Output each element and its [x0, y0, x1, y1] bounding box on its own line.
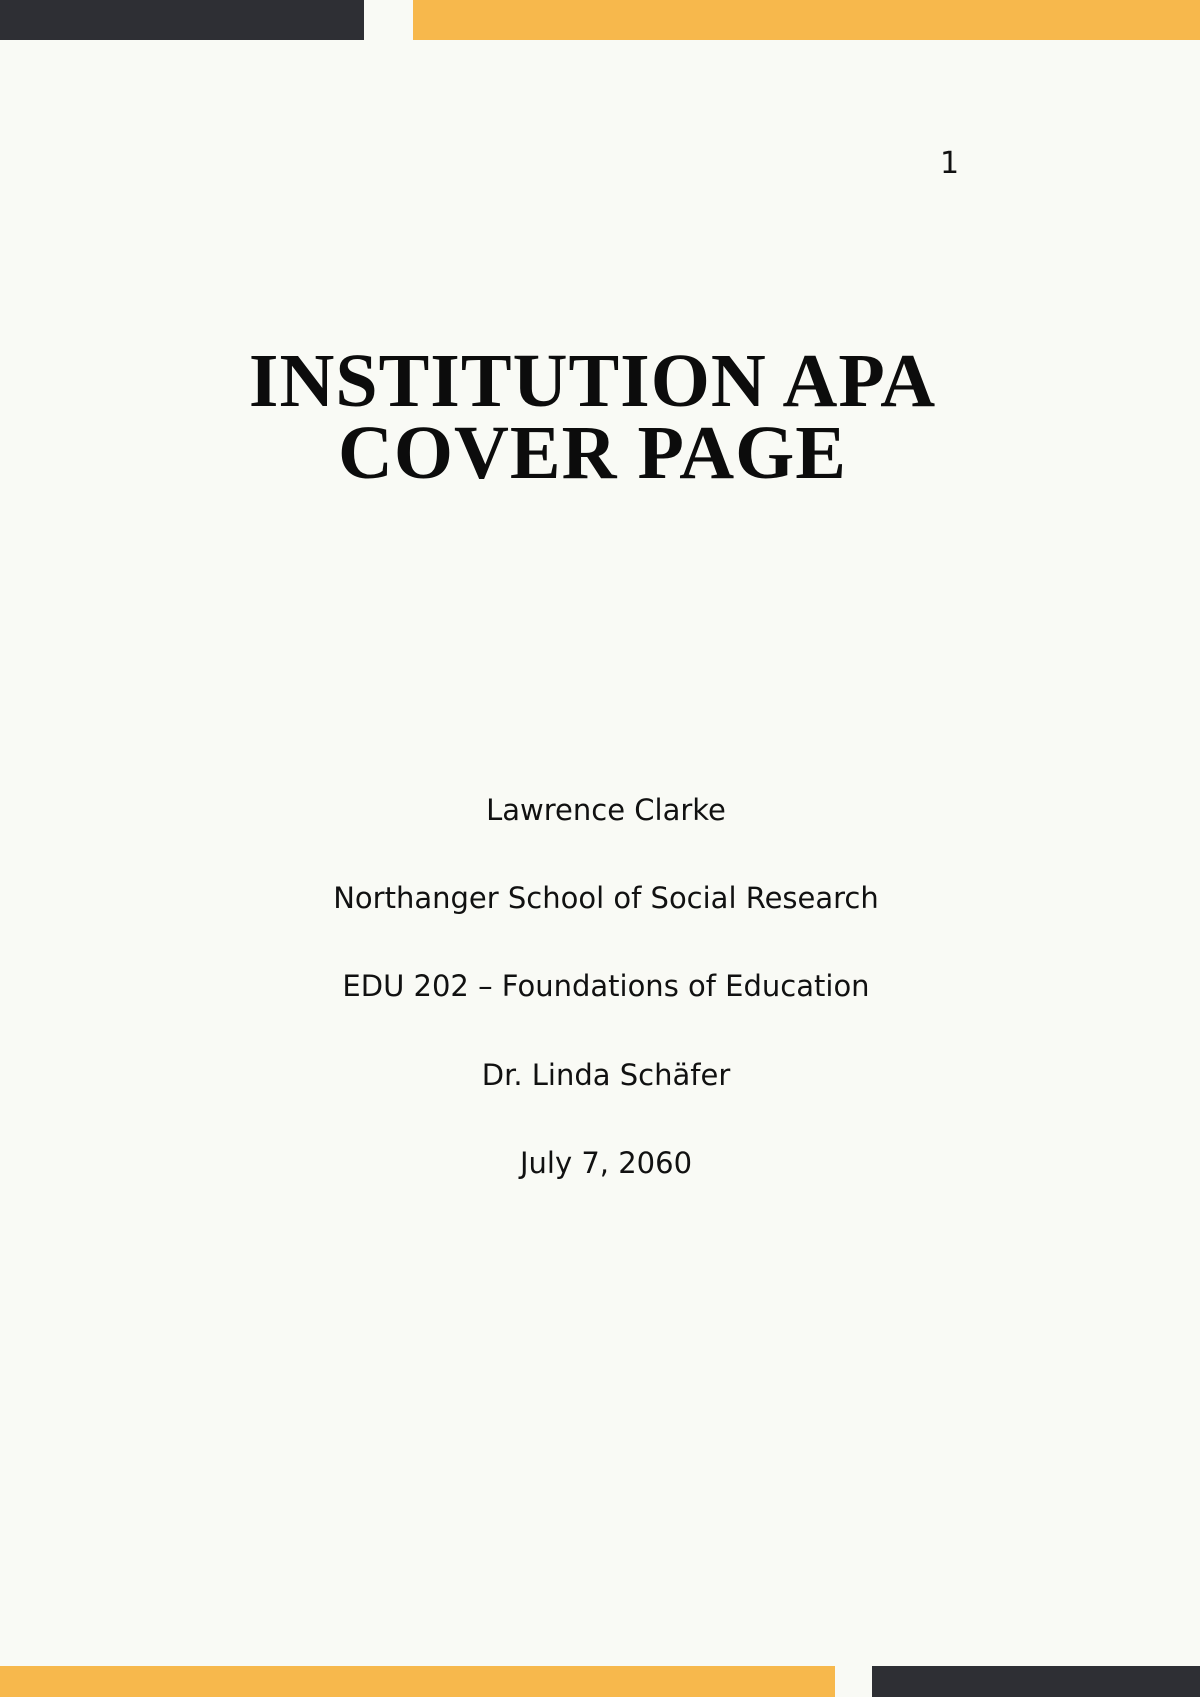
page-title: [0, 339, 1185, 495]
top-right-orange-bar: [413, 0, 1200, 40]
due-date: July 7, 2060: [519, 1146, 693, 1180]
bottom-right-dark-bar: [872, 1666, 1200, 1697]
institution-name: Northanger School of Social Research: [333, 881, 879, 915]
author-name: Lawrence Clarke: [486, 793, 726, 827]
page-number: 1: [940, 146, 960, 181]
title-line-2: COVER PAGE: [338, 411, 847, 495]
title-line-1: INSTITUTION APA: [248, 339, 937, 423]
course-name: EDU 202 – Foundations of Education: [342, 969, 870, 1003]
top-left-dark-bar: [0, 0, 364, 40]
instructor-name: Dr. Linda Schäfer: [481, 1058, 731, 1092]
bottom-left-orange-bar: [0, 1666, 835, 1697]
